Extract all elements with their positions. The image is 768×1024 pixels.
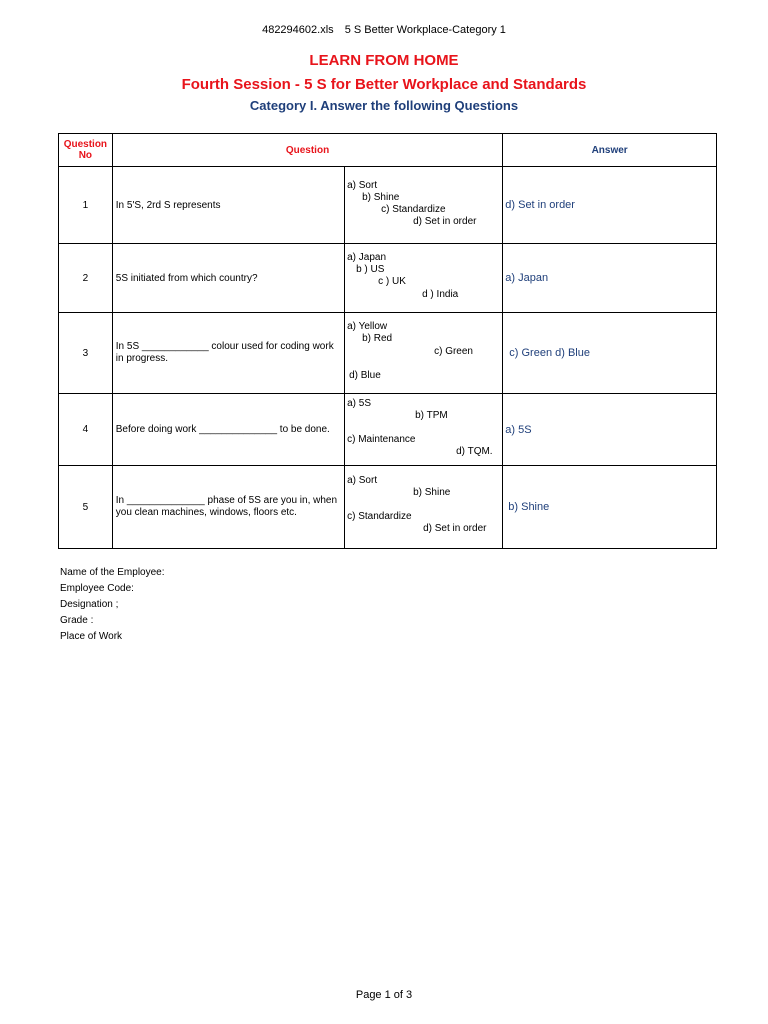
question-text: 5S initiated from which country?	[112, 244, 344, 313]
option: a) Sort	[347, 475, 378, 486]
question-number: 5	[59, 466, 113, 549]
header-question-no-label: Question No	[63, 139, 108, 161]
title-session: Fourth Session - 5 S for Better Workplace and Standards	[181, 76, 587, 93]
table-row	[59, 313, 717, 394]
table-row	[59, 167, 717, 244]
option: d) TQM.	[456, 446, 493, 457]
title-category: Category I. Answer the following Questions	[249, 98, 519, 113]
option: b) TPM	[415, 410, 448, 421]
question-number: 4	[59, 394, 113, 466]
option: c) Maintenance	[347, 434, 416, 445]
table-header-row	[59, 134, 717, 167]
option: a) Sort	[347, 180, 378, 191]
options-cell	[345, 244, 503, 313]
option: d) Blue	[349, 370, 381, 381]
employee-code-label: Employee Code:	[60, 583, 134, 594]
questions-table	[58, 133, 717, 549]
page-header	[0, 24, 768, 36]
option: c) Green	[434, 346, 473, 357]
question-number: 2	[59, 244, 113, 313]
header-sheet: 5 S Better Workplace-Category 1	[344, 24, 506, 36]
answer-text: d) Set in order	[503, 167, 717, 244]
option: c ) UK	[378, 276, 406, 287]
question-text: Before doing work ______________ to be done.	[112, 394, 344, 466]
title-learn-from-home: LEARN FROM HOME	[309, 52, 459, 69]
table-row	[59, 394, 717, 466]
answer-text: a) 5S	[503, 394, 717, 466]
header-question-no	[59, 134, 113, 167]
header-filename: 482294602.xls	[262, 24, 334, 36]
question-number: 3	[59, 313, 113, 394]
answer-text: c) Green d) Blue	[503, 313, 717, 394]
options-cell	[345, 167, 503, 244]
question-number: 1	[59, 167, 113, 244]
table-row	[59, 244, 717, 313]
grade-label: Grade :	[60, 615, 94, 626]
option: b) Shine	[362, 192, 400, 203]
header-question: Question	[112, 134, 503, 167]
place-of-work-label: Place of Work	[60, 631, 123, 642]
option: c) Standardize	[381, 204, 446, 215]
option: a) 5S	[347, 398, 371, 409]
employee-name-label: Name of the Employee:	[60, 567, 165, 578]
page-number: Page 1 of 3	[355, 989, 413, 1001]
option: b) Shine	[413, 487, 451, 498]
answer-text: b) Shine	[503, 466, 717, 549]
table-row	[59, 466, 717, 549]
option: a) Yellow	[347, 321, 388, 332]
option: c) Standardize	[347, 511, 412, 522]
option: d) Set in order	[413, 216, 477, 227]
option: d ) India	[422, 289, 459, 300]
question-text: In 5S ____________ colour used for coding work in progress.	[112, 313, 344, 394]
employee-details	[60, 565, 165, 645]
answer-text: a) Japan	[503, 244, 717, 313]
options-cell	[345, 394, 503, 466]
options-cell	[345, 466, 503, 549]
option: b) Red	[362, 333, 393, 344]
option: b ) US	[356, 264, 385, 275]
question-text: In ______________ phase of 5S are you in, when you clean machines, windows, floors etc.	[112, 466, 344, 549]
header-answer: Answer	[503, 134, 717, 167]
designation-label: Designation ;	[60, 599, 119, 610]
options-cell	[345, 313, 503, 394]
question-text: In 5'S, 2rd S represents	[112, 167, 344, 244]
option: d) Set in order	[423, 523, 487, 534]
option: a) Japan	[347, 252, 387, 263]
